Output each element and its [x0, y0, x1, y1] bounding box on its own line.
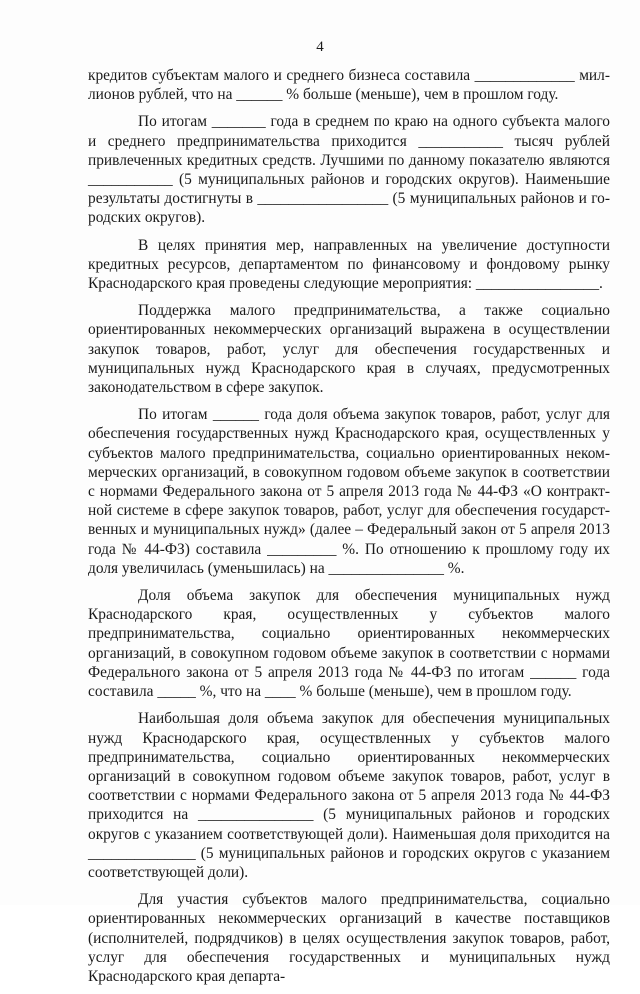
- paragraph-participation: Для участия субъектов малого предпринимательства, социально ориентированных некоммерческих организаций в качестве поставщиков (исполнителей, подрядчиков) в целях осуществления закупок товаров, работ, услуг для обеспечения государственных и муниципальных нужд Краснодарского края департа-: [88, 891, 610, 985]
- paragraph-highest-lowest-share: Наибольшая доля объема закупок для обеспечения муниципальных нужд Краснодарского края, осуществленных у субъектов малого предпринимательства, социально ориентированных некоммерческих организаций в совокупном годовом объеме закупок товаров, работ, услуг в соответствии с нормами Федерального закона от 5 апреля 2013 года № 44-ФЗ приходится на _______________ (5 муниципальных районов и городских округов с указанием соответствующей доли). Наименьшая доля приходится на ______________ (5 муниципальных районов и городских округов с указанием соответствующей доли).: [88, 710, 610, 881]
- page-number: 4: [316, 39, 324, 55]
- paragraph-credit-volume: кредитов субъектам малого и среднего бизнеса составила _____________ миллионов рублей, что на ______ % больше (меньше), чем в прошлом году.: [88, 67, 610, 104]
- paragraph-credit-per-entity: По итогам _______ года в среднем по краю на одного субъекта малого и среднего предпринимательства приходится ___________ тысяч рублей привлеченных кредитных средств. Лучшими по данному показателю являются ___________ (5 муниципальных районов и городских округов). Наименьшие результаты достигнуты в _________________ (5 муниципальных районов и городских округов).: [88, 113, 610, 227]
- paragraph-state-procurement-share: По итогам ______ года доля объема закупок товаров, работ, услуг для обеспечения государственных нужд Краснодарского края, осуществленных у субъектов малого предпринимательства, социально ориентированных некоммерческих организаций, в совокупном годовом объеме закупок в соответствии с нормами Федерального закона от 5 апреля 2013 года № 44-ФЗ «О контрактной системе в сфере закупок товаров, работ, услуг для обеспечения государственных и муниципальных нужд» (далее – Федеральный закон от 5 апреля 2013 года № 44-ФЗ) составила _________ %. По отношению к прошлому году их доля увеличилась (уменьшилась) на _______________ %.: [88, 406, 610, 577]
- document-body: [88, 66, 610, 994]
- paragraph-credit-measures: В целях принятия мер, направленных на увеличение доступности кредитных ресурсов, департаментом по финансовому и фондовому рынку Краснодарского края проведены следующие мероприятия: ________________.: [88, 236, 610, 293]
- paragraph-municipal-procurement-share: Доля объема закупок для обеспечения муниципальных нужд Краснодарского края, осуществленных у субъектов малого предпринимательства, социально ориентированных некоммерческих организаций, в совокупном годовом объеме закупок в соответствии с нормами Федерального закона от 5 апреля 2013 года № 44-ФЗ по итогам ______ года составила _____ %, что на ____ % больше (меньше), чем в прошлом году.: [88, 587, 610, 701]
- paragraph-procurement-support: Поддержка малого предпринимательства, а также социально ориентированных некоммерческих организаций выражена в осуществлении закупок товаров, работ, услуг для обеспечения государственных и муниципальных нужд Краснодарского края в случаях, предусмотренных законодательством в сфере закупок.: [88, 302, 610, 397]
